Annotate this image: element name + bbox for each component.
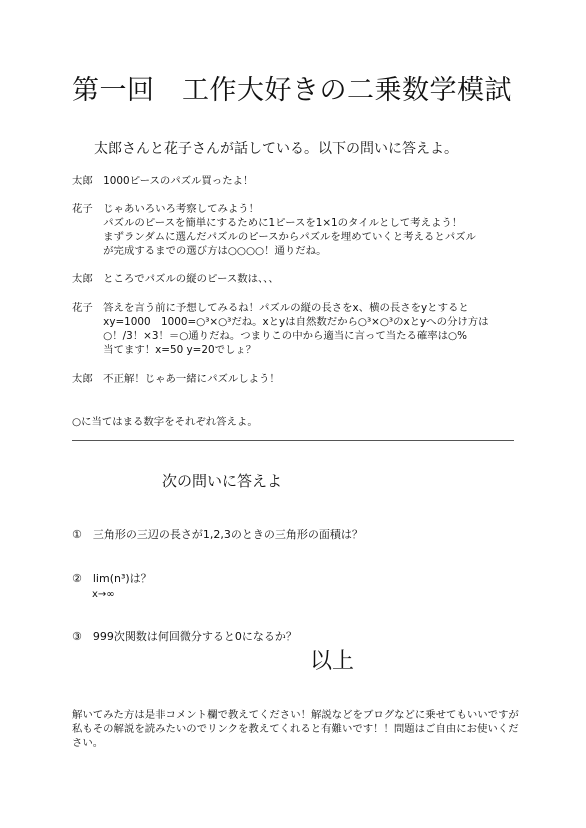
dialogue-line: が完成するまでの選び方は○○○○！通りだね。 bbox=[72, 245, 327, 257]
question-2-limit-subscript: x→∞ bbox=[72, 589, 115, 600]
dialogue-line: 太郎 1000ピースのパズル買ったよ！ bbox=[72, 175, 254, 187]
dialogue-line: まずランダムに選んだパズルのピースからパズルを埋めていくと考えるとパズル bbox=[72, 231, 476, 243]
question-2: ② lim(n³)は？ bbox=[72, 572, 152, 585]
page-title: 第一回 工作大好きの二乗数学模試 bbox=[72, 75, 512, 106]
intro-text: 太郎さんと花子さんが話している。以下の問いに答えよ。 bbox=[94, 141, 458, 157]
dialogue-line: 当てます！x=50 y=20でしょ？ bbox=[72, 344, 257, 356]
dialogue-line: 太郎 ところでパズルの縦のピース数は、、、 bbox=[72, 273, 279, 285]
question-3: ③ 999次関数は何回微分すると0になるか？ bbox=[72, 630, 297, 643]
section-subtitle: 次の問いに答えよ bbox=[162, 472, 283, 490]
end-mark: 以上 bbox=[310, 649, 355, 674]
footer-line: 私もその解説を読みたいのでリンクを教えてくれると有難いです！！問題はご自由にお使いくだ bbox=[72, 723, 519, 735]
footer-line: 解いてみた方は是非コメント欄で教えてください！解説などをブログなどに乗せてもいいですが bbox=[72, 709, 519, 721]
divider bbox=[72, 440, 514, 441]
footer-line: さい。 bbox=[72, 737, 104, 749]
dialogue-line: 太郎 不正解！じゃあ一緒にパズルしよう！ bbox=[72, 373, 280, 385]
dialogue-line: 花子 じゃあいろいろ考察してみよう！ bbox=[72, 203, 260, 215]
instruction-text: ○に当てはまる数字をそれぞれ答えよ。 bbox=[72, 416, 258, 428]
dialogue-line: xy=1000 1000=○³×○³だね。xとyは自然数だから○³×○³のxとyへの分け方は bbox=[72, 316, 489, 328]
dialogue-line: パズルのピースを簡単にするために1ピースを1×1のタイルとして考えよう！ bbox=[72, 217, 463, 229]
dialogue-line: 花子 答えを言う前に予想してみるね！パズルの縦の長さをx、横の長さをyとすると bbox=[72, 302, 469, 314]
question-1: ① 三角形の三辺の長さが1,2,3のときの三角形の面積は？ bbox=[72, 528, 363, 541]
dialogue-line: ○！/3！×3！＝○通りだね。つまりこの中から適当に言って当たる確率は○% bbox=[72, 330, 467, 342]
